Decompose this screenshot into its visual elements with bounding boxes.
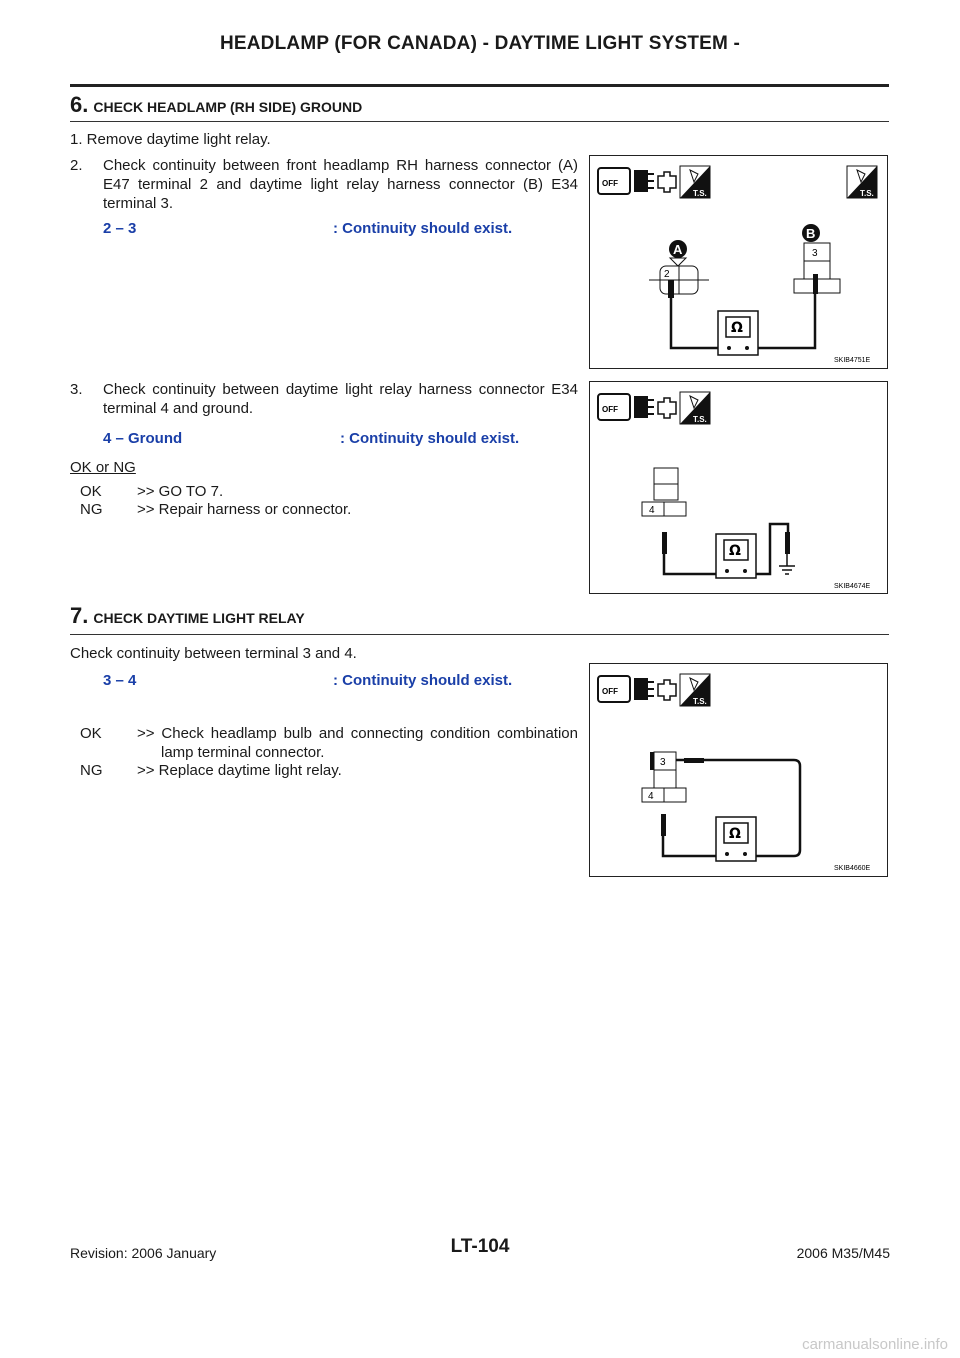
figure-id: SKIB4660E <box>834 865 871 872</box>
step-7-divider <box>70 634 889 635</box>
step-6-number: 6. <box>70 92 89 117</box>
step-6-divider <box>70 121 889 122</box>
svg-text:4: 4 <box>649 505 655 516</box>
step-6-item-3-text: Check continuity between daytime light relay harness connector E34 terminal 4 and ground. <box>103 381 578 417</box>
step-6-item-3-number: 3. <box>70 381 83 398</box>
figure-id: SKIB4674E <box>834 583 871 590</box>
ignition-off-icon <box>598 676 676 702</box>
svg-text:Ω: Ω <box>729 826 741 842</box>
step-7-heading <box>70 603 305 629</box>
tester-icon <box>680 674 710 706</box>
step-6-ok-label: OK <box>80 483 102 500</box>
svg-text:3: 3 <box>812 248 818 259</box>
ts-label-right: T.S. <box>860 189 874 198</box>
ts-label: T.S. <box>693 189 707 198</box>
svg-text:OFF: OFF <box>602 687 618 696</box>
figure-skib4751e <box>589 155 888 369</box>
figure-skib4674e <box>589 381 888 594</box>
svg-text:4: 4 <box>648 791 654 802</box>
svg-text:Ω: Ω <box>731 320 743 336</box>
step-6-item-2-text: Check continuity between front headlamp RH harness connector (A) E47 terminal 2 and daytime light relay harness connector (B) E34 terminal 3. <box>103 157 578 212</box>
tester-icon-right <box>847 166 877 198</box>
step-7-ng-label: NG <box>80 762 103 779</box>
step-7-title: CHECK DAYTIME LIGHT RELAY <box>93 610 305 626</box>
figure-id: SKIB4751E <box>834 357 871 364</box>
spec-4-ground-value: : Continuity should exist. <box>340 430 520 447</box>
spec-3-4-label: 3 – 4 <box>103 672 137 689</box>
tester-icon <box>680 392 710 424</box>
ignition-off-icon <box>598 168 676 194</box>
connector-a <box>649 240 709 298</box>
tester-icon <box>680 166 710 198</box>
svg-text:2: 2 <box>664 269 670 280</box>
spec-4-ground-label: 4 – Ground <box>103 430 183 447</box>
ignition-off-icon <box>598 394 676 420</box>
watermark: carmanualsonline.info <box>802 1336 948 1353</box>
figure-skib4660e <box>589 663 888 877</box>
svg-text:3: 3 <box>660 757 666 768</box>
step-6-heading <box>70 92 362 118</box>
page-title: HEADLAMP (FOR CANADA) - DAYTIME LIGHT SYSTEM - <box>219 33 741 54</box>
revision-date: Revision: 2006 January <box>70 1245 217 1261</box>
title-divider <box>70 84 889 87</box>
svg-text:A: A <box>673 242 683 257</box>
spec-2-3-label: 2 – 3 <box>103 220 137 237</box>
step-6-item-2-number: 2. <box>70 157 83 174</box>
ohmmeter-icon <box>716 817 756 861</box>
ground-icon <box>779 554 795 574</box>
step-7-intro: Check continuity between terminal 3 and 4. <box>70 645 357 662</box>
step-7-ok-text: >> Check headlamp bulb and connecting condition combination lamp terminal connector. <box>137 725 578 761</box>
step-7-number: 7. <box>70 603 89 628</box>
ohmmeter-icon <box>716 534 756 578</box>
step-6-ng-text: >> Repair harness or connector. <box>137 501 352 518</box>
spec-3-4-value: : Continuity should exist. <box>333 672 513 689</box>
model-label: 2006 M35/M45 <box>796 1245 890 1261</box>
svg-text:Ω: Ω <box>729 543 741 559</box>
off-label: OFF <box>602 179 618 188</box>
step-6-ng-label: NG <box>80 501 103 518</box>
svg-text:B: B <box>806 226 816 241</box>
page-number: LT-104 <box>450 1236 510 1257</box>
step-7-ng-text: >> Replace daytime light relay. <box>137 762 342 779</box>
relay-connector <box>642 468 686 554</box>
ohmmeter-icon <box>718 311 758 355</box>
step-6-ok-text: >> GO TO 7. <box>137 483 224 500</box>
connector-b <box>794 224 840 294</box>
step-6-title: CHECK HEADLAMP (RH SIDE) GROUND <box>93 99 363 115</box>
step-6-item-1: 1. Remove daytime light relay. <box>70 131 271 148</box>
svg-text:T.S.: T.S. <box>693 415 707 424</box>
spec-2-3-value: : Continuity should exist. <box>333 220 513 237</box>
step-7-ok-label: OK <box>80 725 102 742</box>
svg-text:OFF: OFF <box>602 405 618 414</box>
svg-text:T.S.: T.S. <box>693 697 707 706</box>
ok-or-ng-label: OK or NG <box>70 459 136 476</box>
